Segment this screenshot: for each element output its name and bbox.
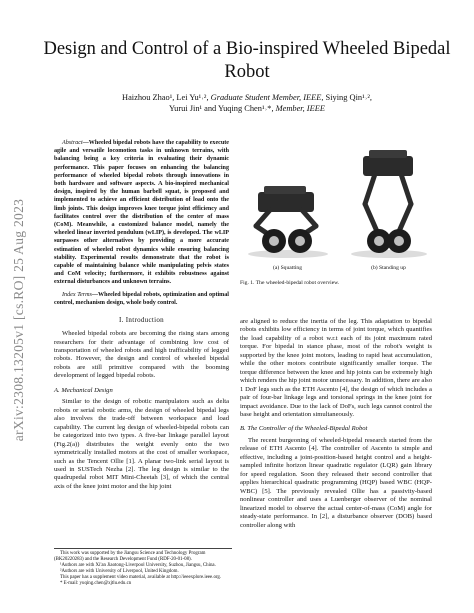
right-paragraph-2: The recent burgeoning of wheeled-bipedal research started from the release of ETH Ascento [4]. The controller of Ascento is simple and effective, including a joint-position-based height control and a height-sampled infinite horizon linear quadratic regulator (LQR) gain library for speed regulation. Soon they released their second controller that applies hierarchical quadratic programming (HQP) based WBC (HQP-WBC) [5]. The previously revealed Ollie has a passivity-based nonlinear controller and uses a Luenberger observer of the nominal linearized model to observe the actual center-of-mass (CoM) angle for steady-state performance. In [2], a disturbance observer (DOB) based controller along with <box>240 437 432 529</box>
robot-squatting-image <box>240 140 335 264</box>
figure-1 <box>240 140 436 287</box>
footnotes <box>54 548 232 587</box>
left-column <box>54 139 229 491</box>
right-paragraph-1: are aligned to reduce the inertia of the leg. This adaptation to bipedal robots exhibits low efficiency in terms of joint torque, which quantifies the load capability of a robot w.r.t each of its joint maximum rated torque. For bipedal in stance phase, most of the robot's weight is supported by the knee joint motors, leading to rapid heat accumulation, while the other motors contribute significantly smaller torque. The torque difference between the knee and hip joints can be extremely high which renders the hip joint motor unnecessary. In addition, there are also 1 DoF legs such as the ETH Ascento [4], the design of which includes a pair of four-bar linkage legs and torsional springs in the knee joint for impact avoidance. Due to the lack of DoFs, such legs cannot control the base height and orientation simultaneously. <box>240 318 433 418</box>
author-block <box>60 92 434 114</box>
index-terms-label: Index Terms <box>62 291 92 298</box>
author-line-1 <box>60 92 434 103</box>
subcaption-standing: (b) Standing up <box>371 265 406 271</box>
figure-caption: Fig. 1. The wheeled-bipedal robot overview. <box>240 280 340 286</box>
abstract <box>54 139 229 287</box>
footnote-video: This paper has a supplement video material, available at http://ieeexplore.ieee.org. <box>60 575 222 580</box>
figure-panel-standing <box>341 140 436 272</box>
arxiv-watermark <box>8 170 30 470</box>
mechanical-design-paragraph: Similar to the design of robotic manipulators such as delta robots or serial robotic arms, the design of wheeled bipedal legs also involves the trade-off between workspace and load capability. The current leg design of wheeled-bipedal robots can be categorized into two types. A five-bar linkage parallel layout (Fig.2(a)) distributes the weight evenly onto the two symmetrically installed motors at the cost of smaller workspace, such as the Tencent Ollie [1]. A planar two-link serial layout is used in SUSTech Nezha [2]. The leg design is similar to the quadrupedal robot MIT Mini-Cheetah [3], of which the central axis of the knee joint motor and the hip joint <box>54 398 229 490</box>
index-terms-text: —Wheeled bipedal robots, optimization and optimal control, mechanism design, whole body control. <box>54 291 229 306</box>
subsection-heading-mechanical-design: A. Mechanical Design <box>54 386 113 394</box>
subsection-heading-controller: B. The Controller of the Wheeled-Bipedal Robot <box>240 425 368 433</box>
abstract-text: —Wheeled bipedal robots have the capability to execute agile and versatile locomotion tasks in unknown terrains, with balancing being a key criteria in evaluating their dynamic performance. This paper focuses on enhancing the balancing performance of wheeled bipedal robots through innovations in both hardware and software aspects. A bio-inspired mechanical design, inspired by the human barbell squat, is proposed and implemented to achieve an efficient distribution of load onto the limb joints. This design improves knee torque joint efficiency and facilitates control over the distribution of the center of mass (CoM). Meanwhile, a customized balance model, namely the wheeled linear inverted pendulum (wLIP), is developed. The wLIP surpasses other alternatives by providing a more accurate estimation of wheeled robot dynamics while ensuring balancing stability. Experimental results demonstrate that the robot is capable of maintaining balance while manipulating pelvis states and CoM velocity; furthermore, it exhibits robustness against external disturbances and unknown terrains. <box>54 140 229 286</box>
figure-panel-squatting <box>240 140 335 272</box>
right-column <box>240 318 432 530</box>
figure-panels <box>240 140 436 272</box>
arxiv-id: arXiv:2308.13205v1 [cs.RO] 25 Aug 2023 <box>11 198 26 442</box>
robot-standing-image <box>341 140 436 264</box>
author-role-2: Member, IEEE <box>275 104 325 113</box>
footnote-affiliation-2: ²Authors are with University of Liverpool, United Kingdom. <box>60 569 179 574</box>
author-line-2 <box>60 103 434 114</box>
author-role-1: Graduate Student Member, IEEE <box>210 93 322 102</box>
footnote-funding: This work was supported by the Jiangsu Science and Technology Program (BK20220283) and the Research Development Fund (RDF-20-01-08). <box>54 551 206 562</box>
author-tail-1: , Siying Qin¹˒², <box>321 93 372 102</box>
author-names-2: Yurui Jin¹ and Yuqing Chen¹˒*, <box>169 104 276 113</box>
section-heading-introduction: I. Introduction <box>119 316 164 325</box>
paper-title: Design and Control of a Bio-inspired Wheeled Bipedal Robot <box>43 39 451 82</box>
subcaption-squatting: (a) Squatting <box>272 265 303 271</box>
footnote-affiliation-1: ¹Authors are with Xi'an Jiaotong-Liverpool University, Suzhou, Jiangsu, China. <box>60 563 216 568</box>
intro-paragraph: Wheeled bipedal robots are becoming the rising stars among researchers for their advantage of combining low cost of transportation of wheeled robots and high trafficability of legged robots. However, the design and control of wheeled bipedal robots are still primitive compared with the booming development of legged bipedal robots. <box>54 330 229 380</box>
footnote-email: * E-mail: yuqing.chen@xjtlu.edu.cn <box>60 581 132 586</box>
index-terms <box>54 291 229 307</box>
author-names-1: Haizhou Zhao¹, Lei Yu¹˒², <box>122 93 211 102</box>
abstract-label: Abstract <box>62 140 83 146</box>
